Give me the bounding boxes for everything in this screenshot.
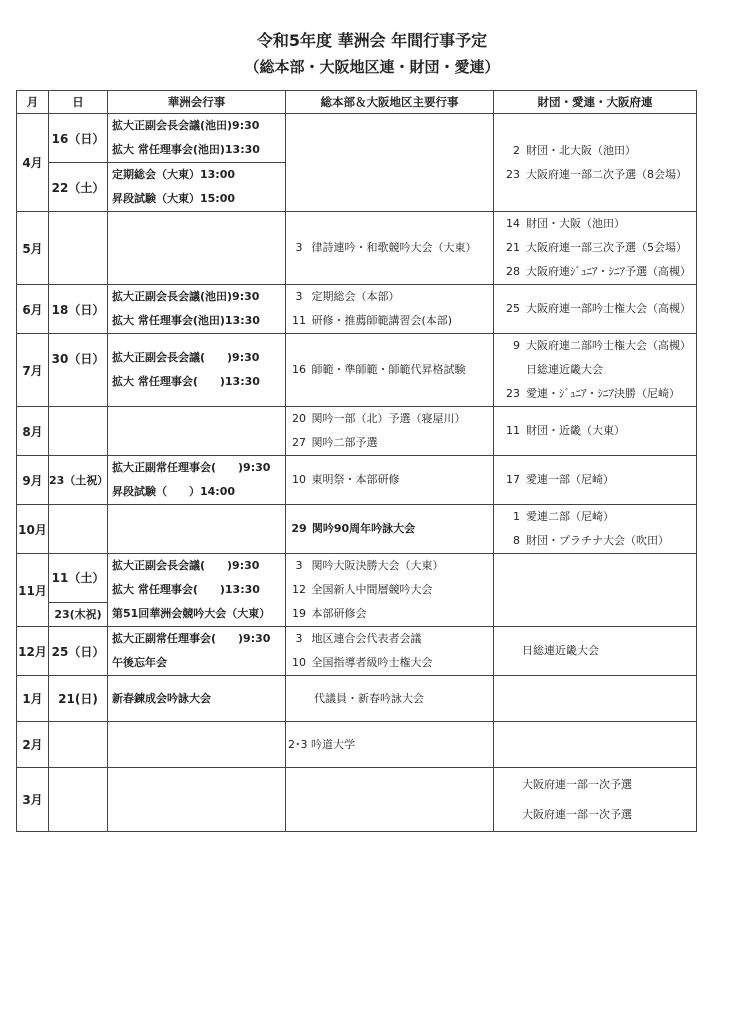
table-row <box>17 285 697 334</box>
event-line: 午後忘年会 <box>112 656 167 669</box>
event-line: 29 関吟90周年吟詠大会 <box>291 522 416 535</box>
event-line: 9 大阪府連二部吟士権大会（高槻） <box>513 339 691 352</box>
event-line: 1 愛連二部（尼崎） <box>513 510 614 523</box>
page-title: 令和5年度 華洲会 年間行事予定 <box>256 31 488 50</box>
event-line: 3 律詩連吟・和歌競吟大会（大東） <box>295 241 477 254</box>
event-line: 新春錬成会吟詠大会 <box>112 691 211 705</box>
event-line: 代議員・新春吟詠大会 <box>314 691 424 705</box>
kashukai-events <box>108 212 286 285</box>
header-honbu: 総本部＆大阪地区主要行事 <box>286 91 494 114</box>
month-cell: 6月 <box>17 285 49 334</box>
event-line: 10 東明祭・本部研修 <box>292 473 400 486</box>
honbu-events <box>286 676 494 722</box>
table-row <box>17 114 697 163</box>
honbu-events <box>286 212 494 285</box>
day-cell <box>49 505 108 554</box>
zaidan-events <box>494 212 697 285</box>
zaidan-events <box>494 334 697 407</box>
event-line: 20 関吟一部（北）予選（寝屋川） <box>292 412 466 425</box>
event-line: 大阪府連一部一次予選 <box>522 777 632 791</box>
event-line: 23 大阪府連一部二次予選（8会場） <box>506 167 687 181</box>
header-zaidan: 財団・愛連・大阪府連 <box>494 91 697 114</box>
honbu-events <box>286 722 494 768</box>
event-line: 定期総会（大東）13:00 <box>112 168 236 181</box>
day-cell: 22（土） <box>49 163 108 212</box>
event-line: 17 愛連一部（尼崎） <box>506 473 614 486</box>
event-line: 拡大正副会長会議(池田)9:30 <box>112 119 260 132</box>
zaidan-events <box>494 676 697 722</box>
day-cell: 23(木祝) <box>49 602 108 627</box>
event-line: 日総連近畿大会 <box>526 363 603 376</box>
event-line: 12 全国新人中間層競吟大会 <box>292 583 433 596</box>
header-day: 日 <box>49 91 108 114</box>
zaidan-events <box>494 114 697 212</box>
event-line: 2 財団・北大阪（池田） <box>513 143 636 157</box>
header-row <box>17 91 697 114</box>
event-line: 拡大正副会長会議( )9:30 <box>112 351 260 364</box>
event-line: 3 関吟大阪決勝大会（大東） <box>295 559 444 572</box>
month-cell: 7月 <box>17 334 49 407</box>
day-cell: 23（土祝） <box>49 456 108 505</box>
event-line: 拡大 常任理事会(池田)13:30 <box>112 314 260 327</box>
table-row <box>17 627 697 676</box>
header-month: 月 <box>17 91 49 114</box>
honbu-events <box>286 334 494 407</box>
event-line: 拡大正副会長会議( )9:30 <box>112 559 260 572</box>
event-line: 28 大阪府連ｼﾞｭﾆｱ・ｼﾆｱ予選（高槻） <box>506 265 691 278</box>
honbu-events <box>286 554 494 627</box>
day-cell: 16（日） <box>49 114 108 163</box>
header-kashukai: 華洲会行事 <box>108 91 286 114</box>
day-cell <box>49 722 108 768</box>
event-line: 14 財団・大阪（池田） <box>506 217 625 230</box>
table-row <box>17 407 697 456</box>
kashukai-events <box>108 722 286 768</box>
zaidan-events <box>494 768 697 832</box>
kashukai-events <box>108 114 286 163</box>
day-cell: 21(日) <box>49 676 108 722</box>
month-cell: 12月 <box>17 627 49 676</box>
month-cell: 1月 <box>17 676 49 722</box>
table-row <box>17 676 697 722</box>
table-row <box>17 334 697 407</box>
event-line: 日総連近畿大会 <box>522 644 599 657</box>
honbu-events <box>286 114 494 212</box>
kashukai-events <box>108 768 286 832</box>
kashukai-events <box>108 627 286 676</box>
kashukai-events <box>108 676 286 722</box>
honbu-events <box>286 627 494 676</box>
event-line: 21 大阪府連一部三次予選（5会場） <box>506 241 687 254</box>
honbu-events <box>286 505 494 554</box>
event-line: 11 財団・近畿（大東） <box>506 424 625 437</box>
month-cell: 8月 <box>17 407 49 456</box>
day-cell: 11（土） <box>49 554 108 603</box>
page-subtitle: （総本部・大阪地区連・財団・愛連） <box>244 58 500 76</box>
day-cell: 30（日） <box>49 334 108 407</box>
month-cell: 11月 <box>17 554 49 627</box>
month-cell: 5月 <box>17 212 49 285</box>
schedule-table <box>16 90 697 832</box>
table-row <box>17 768 697 832</box>
event-line: 25 大阪府連一部吟士権大会（高槻） <box>506 302 691 315</box>
month-cell: 2月 <box>17 722 49 768</box>
event-line: 8 財団・プラチナ大会（吹田） <box>513 534 669 547</box>
day-cell <box>49 407 108 456</box>
event-line: 19 本部研修会 <box>292 607 367 620</box>
honbu-events <box>286 285 494 334</box>
event-line: 3 地区連合会代表者会議 <box>295 632 422 645</box>
zaidan-events <box>494 407 697 456</box>
month-cell: 10月 <box>17 505 49 554</box>
honbu-events <box>286 456 494 505</box>
day-cell <box>49 212 108 285</box>
kashukai-events <box>108 407 286 456</box>
month-cell: 9月 <box>17 456 49 505</box>
zaidan-events <box>494 505 697 554</box>
event-line: 27 関吟二部予選 <box>292 436 378 449</box>
event-line: 拡大 常任理事会(池田)13:30 <box>112 143 260 156</box>
table-row <box>17 212 697 285</box>
day-cell <box>49 768 108 832</box>
event-line: 16 師範・準師範・師範代昇格試験 <box>292 363 466 376</box>
day-cell: 18（日） <box>49 285 108 334</box>
kashukai-events <box>108 163 286 212</box>
event-line: 大阪府連一部一次予選 <box>522 807 632 821</box>
kashukai-events <box>108 285 286 334</box>
table-row <box>17 554 697 603</box>
event-line: 10 全国指導者級吟士権大会 <box>292 656 433 669</box>
event-line: 3 定期総会（本部） <box>295 290 400 303</box>
day-cell: 25（日） <box>49 627 108 676</box>
event-line: 拡大 常任理事会( )13:30 <box>112 375 260 388</box>
zaidan-events <box>494 722 697 768</box>
zaidan-events <box>494 627 697 676</box>
kashukai-events <box>108 456 286 505</box>
event-line: 拡大 常任理事会( )13:30 <box>112 583 260 596</box>
kashukai-events <box>108 554 286 603</box>
kashukai-events <box>108 334 286 407</box>
zaidan-events <box>494 285 697 334</box>
event-line: 拡大正副会長会議(池田)9:30 <box>112 290 260 303</box>
event-line: 昇段試験（大東）15:00 <box>112 192 236 205</box>
event-line: 拡大正副常任理事会( )9:30 <box>112 461 271 474</box>
honbu-events <box>286 407 494 456</box>
event-line: 2･3 吟道大学 <box>288 737 355 751</box>
table-row <box>17 456 697 505</box>
event-line: 23 愛連・ｼﾞｭﾆｱ・ｼﾆｱ決勝（尼崎） <box>506 387 680 400</box>
event-line: 11 研修・推薦師範講習会(本部) <box>292 314 453 327</box>
month-cell: 3月 <box>17 768 49 832</box>
table-row <box>17 505 697 554</box>
kashukai-events <box>108 602 286 627</box>
event-line: 拡大正副常任理事会( )9:30 <box>112 632 271 645</box>
event-line: 第51回華洲会競吟大会（大東） <box>112 607 271 620</box>
zaidan-events <box>494 456 697 505</box>
zaidan-events <box>494 554 697 627</box>
month-cell: 4月 <box>17 114 49 212</box>
event-line: 昇段試験（ ）14:00 <box>112 485 236 498</box>
table-row <box>17 722 697 768</box>
kashukai-events <box>108 505 286 554</box>
honbu-events <box>286 768 494 832</box>
